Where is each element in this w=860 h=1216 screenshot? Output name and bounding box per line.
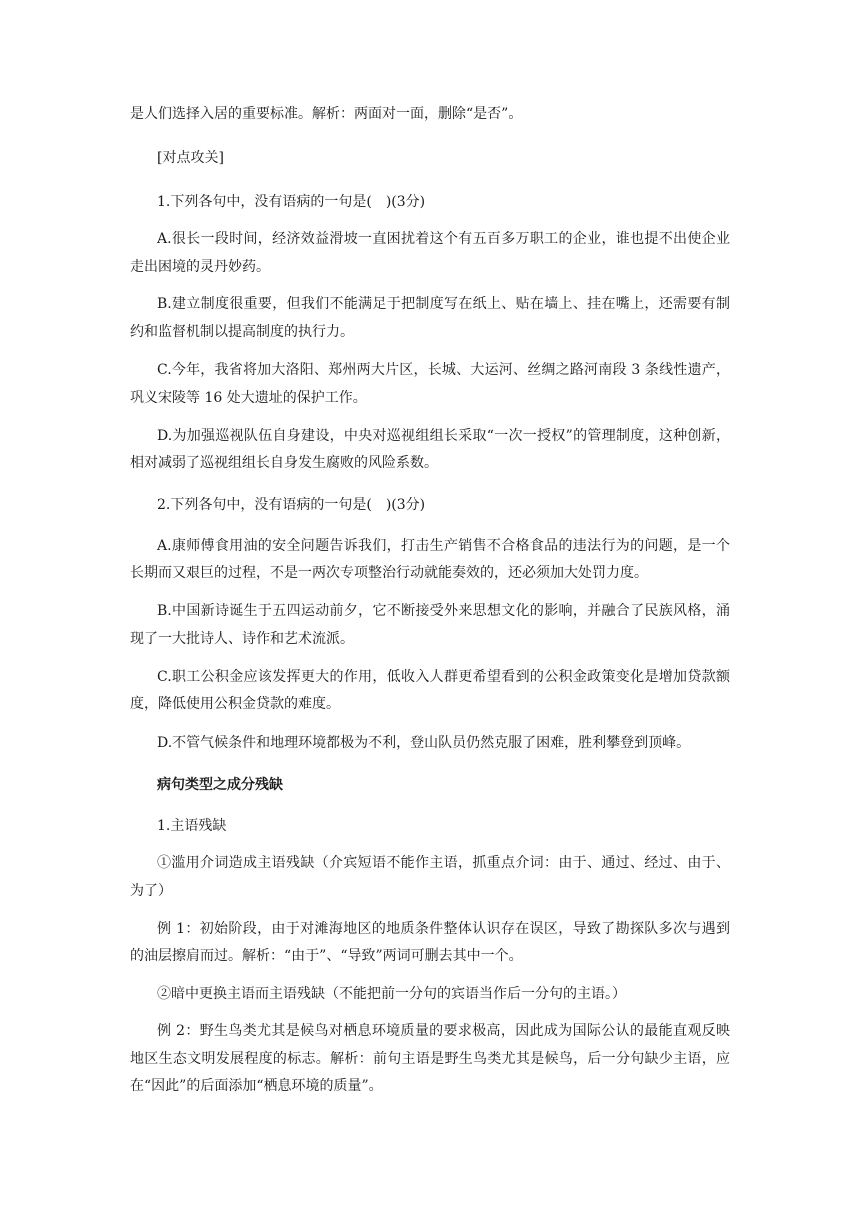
q1-option-b-line-2: 约和监督机制以提高制度的执行力。	[130, 324, 354, 340]
q2-option-c-line-1: C.职工公积金应该发挥更大的作用，低收入人群更希望看到的公积金政策变化是增加贷款额	[157, 669, 730, 685]
point-2-line-1: ②暗中更换主语而主语残缺（不能把前一分句的宾语当作后一分句的主语。）	[157, 986, 626, 1002]
example-2-line-1: 例 2：野生鸟类尤其是候鸟对栖息环境质量的要求极高，因此成为国际公认的最能直观反映	[157, 1023, 730, 1039]
example-2-line-3: 在“因此”的后面添加“栖息环境的质量”。	[130, 1078, 383, 1094]
q1-option-b-line-1: B.建立制度很重要，但我们不能满足于把制度写在纸上、贴在墙上、挂在嘴上，还需要有制	[157, 296, 730, 312]
q2-option-c-line-2: 度，降低使用公积金贷款的难度。	[130, 696, 340, 712]
q1-option-d-line-1: D.为加强巡视队伍自身建设，中央对巡视组组长采取“一次一授权”的管理制度，这种创新，	[157, 428, 730, 444]
subheading-subject-missing: 1.主语残缺	[157, 818, 227, 834]
q2-option-d-line-1: D.不管气候条件和地理环境都极为不利，登山队员仍然克服了困难，胜利攀登到顶峰。	[157, 735, 691, 751]
q2-option-a-line-1: A.康师傅食用油的安全问题告诉我们，打击生产销售不合格食品的违法行为的问题，是一个	[157, 538, 730, 554]
q2-option-b-line-2: 现了一大批诗人、诗作和艺术流派。	[130, 631, 354, 647]
example-1-line-1: 例 1：初始阶段，由于对滩海地区的地质条件整体认识存在误区，导致了勘探队多次与遇到	[157, 921, 730, 937]
q2-option-b-line-1: B.中国新诗诞生于五四运动前夕，它不断接受外来思想文化的影响，并融合了民族风格，涌	[157, 603, 730, 619]
q2-option-a-line-2: 长期而又艰巨的过程，不是一两次专项整治行动就能奏效的，还必须加大处罚力度。	[130, 565, 648, 581]
example-1-line-2: 的油层擦肩而过。解析：“由于”、“导致”两词可删去其中一个。	[130, 948, 523, 964]
point-1-line-2: 为了）	[130, 883, 172, 899]
q1-option-a-line-1: A.很长一段时间，经济效益滑坡一直困扰着这个有五百多万职工的企业，谁也提不出使企业	[157, 231, 730, 247]
question-1: 1.下列各句中，没有语病的一句是( )(3分)	[157, 194, 426, 210]
point-1-line-1: ①滥用介词造成主语残缺（介宾短语不能作主语，抓重点介词：由于、通过、经过、由于、	[157, 855, 730, 871]
section-heading: 病句类型之成分残缺	[157, 777, 283, 793]
q1-option-c-line-1: C.今年，我省将加大洛阳、郑州两大片区，长城、大运河、丝绸之路河南段 3 条线性遗产，	[157, 362, 730, 378]
q1-option-d-line-2: 相对减弱了巡视组组长自身发生腐败的风险系数。	[130, 455, 438, 471]
intro-continuation-line-1: 是人们选择入居的重要标准。解析：两面对一面，删除“是否”。	[130, 106, 523, 122]
q1-option-a-line-2: 走出困境的灵丹妙药。	[130, 259, 270, 275]
example-2-line-2: 地区生态文明发展程度的标志。解析：前句主语是野生鸟类尤其是候鸟，后一分句缺少主语，应	[130, 1051, 730, 1067]
question-2: 2.下列各句中，没有语病的一句是( )(3分)	[157, 497, 426, 513]
section-practice-label: [对点攻关]	[157, 150, 224, 166]
q1-option-c-line-2: 巩义宋陵等 16 处大遗址的保护工作。	[130, 390, 367, 406]
